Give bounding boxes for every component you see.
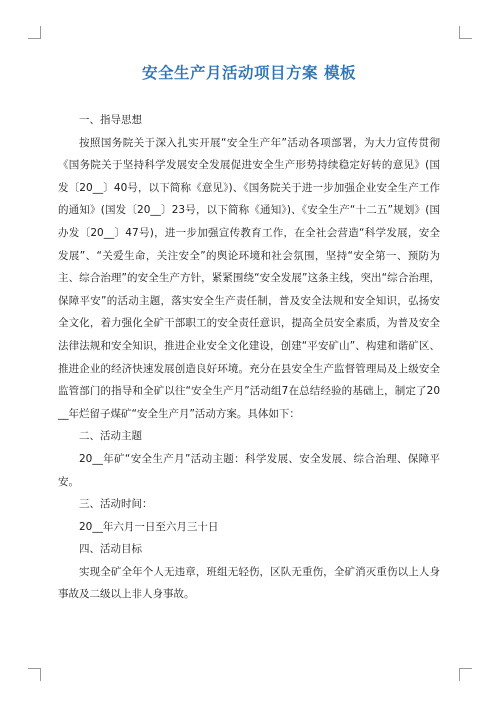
document-title: 安全生产月活动项目方案 模板 — [142, 64, 356, 82]
crop-mark-bottom-right — [459, 668, 472, 681]
paragraph-theme: 20__年矿“安全生产月”活动主题：科学发展、安全发展、综合治理、保障平安。 — [58, 452, 440, 488]
section-heading-goal: 四、活动目标 — [79, 543, 142, 556]
paragraph-time: 20__年六月一日至六月三十日 — [79, 520, 219, 533]
paragraph-guiding: 按照国务院关于深入扎实开展“安全生产年”活动各项部署，为大力宣传贯彻《国务院关于坚持科学发展安全发展促进安全生产形势持续稳定好转的意见》(国发〔20__〕40号，以下简称《意见》)、《国务院关于进一步加强企业安全生产工作的通知》(国发〔20__〕23号，以下简称《通知》)、《安全生产“十二五”规划》(国办发〔20__〕47号)，进一步加强宣传教育工作，在全社会营造“科学发展，安全发展”、“关爱生命，关注安全”的舆论环境和社会氛围，坚持“安全第一、预防为主、综合治理”的安全生产方针，紧紧围绕“安全发展”这条主线，突出“综合治理，保障平安”的活动主题，落实安全生产责任制，普及安全法规和安全知识，弘扬安全文化，着力强化全矿干部职工的安全责任意识，提高全员安全素质，为普及安全法律法规和安全知识，推进企业安全文化建设，创建“平安矿山”、构建和谐矿区、推进企业的经济快速发展创造良好环境。充分在县安全生产监督管理局及上级安全监管部门的指导和全矿以往“安全生产月”活动组7在总结经验的基础上，制定了20__年烂留子煤矿“安全生产月”活动方案。具体如下： — [58, 136, 440, 420]
document-page — [58, 58, 440, 606]
crop-mark-top-right — [459, 26, 472, 39]
section-heading-guiding: 一、指导思想 — [79, 114, 142, 126]
section-heading-time: 三、活动时间： — [79, 498, 153, 511]
paragraph-goal: 实现全矿全年个人无违章，班组无轻伤，区队无重伤，全矿消灭重伤以上人身事故及二级以上非人身事故。 — [58, 565, 440, 601]
section-heading-theme: 二、活动主题 — [79, 430, 142, 443]
crop-mark-bottom-left — [28, 668, 41, 681]
crop-mark-top-left — [28, 26, 41, 39]
